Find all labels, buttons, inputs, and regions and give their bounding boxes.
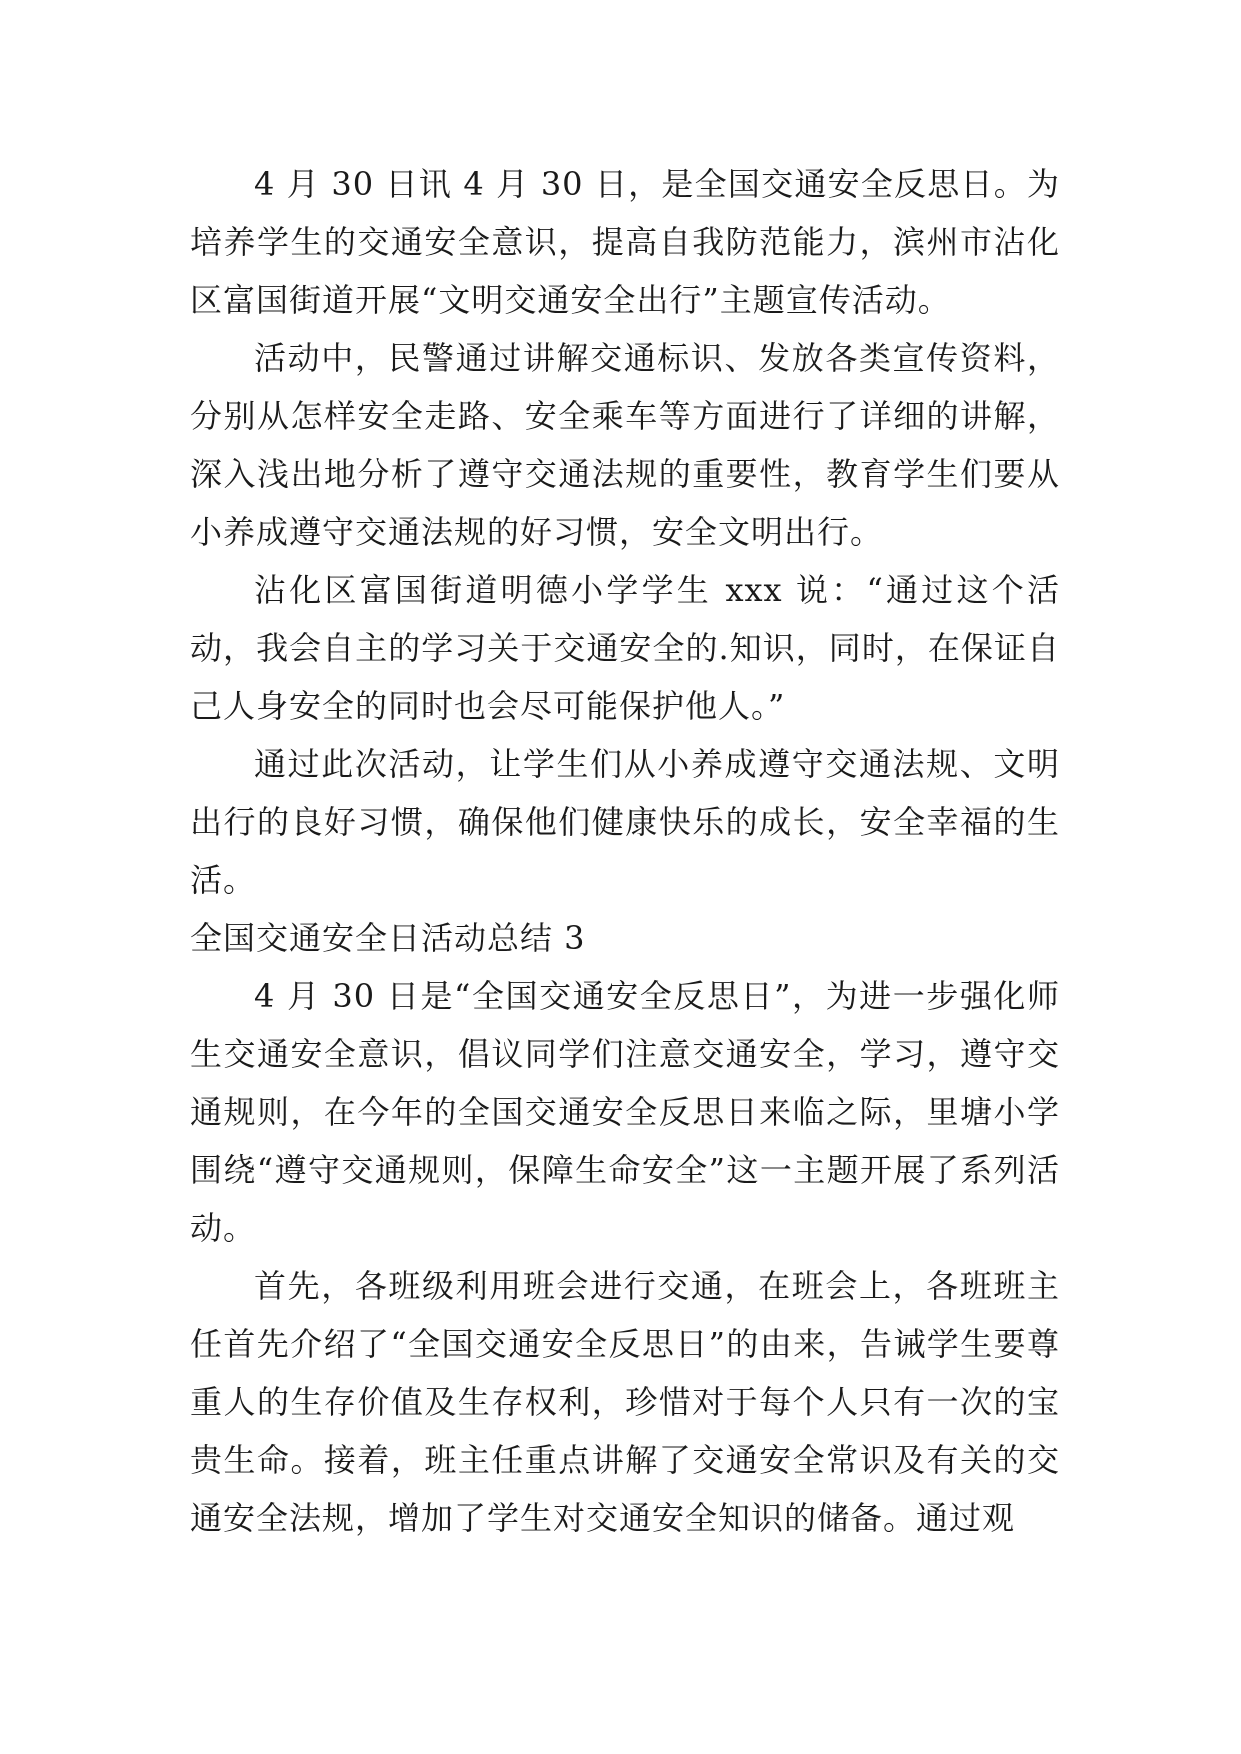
- paragraph: 沾化区富国街道明德小学学生 xxx 说：“通过这个活动，我会自主的学习关于交通安全的.知识，同时，在保证自己人身安全的同时也会尽可能保护他人。”: [190, 571, 1060, 725]
- document-body: [190, 155, 1060, 1547]
- paragraph: 4 月 30 日讯 4 月 30 日，是全国交通安全反思日。为培养学生的交通安全意识，提高自我防范能力，滨州市沾化区富国街道开展“文明交通安全出行”主题宣传活动。: [190, 165, 1060, 319]
- paragraph: 通过此次活动，让学生们从小养成遵守交通法规、文明出行的良好习惯，确保他们健康快乐的成长，安全幸福的生活。: [190, 745, 1060, 899]
- paragraph: 4 月 30 日是“全国交通安全反思日”，为进一步强化师生交通安全意识，倡议同学们注意交通安全，学习，遵守交通规则，在今年的全国交通安全反思日来临之际，里塘小学围绕“遵守交通规则，保障生命安全”这一主题开展了系列活动。: [190, 977, 1060, 1247]
- paragraph: 活动中，民警通过讲解交通标识、发放各类宣传资料，分别从怎样安全走路、安全乘车等方面进行了详细的讲解，深入浅出地分析了遵守交通法规的重要性，教育学生们要从小养成遵守交通法规的好习惯，安全文明出行。: [190, 339, 1060, 551]
- paragraph: 首先，各班级利用班会进行交通，在班会上，各班班主任首先介绍了“全国交通安全反思日”的由来，告诫学生要尊重人的生存价值及生存权利，珍惜对于每个人只有一次的宝贵生命。接着，班主任重点讲解了交通安全常识及有关的交通安全法规，增加了学生对交通安全知识的储备。通过观: [190, 1267, 1060, 1537]
- section-heading: 全国交通安全日活动总结 3: [190, 919, 586, 957]
